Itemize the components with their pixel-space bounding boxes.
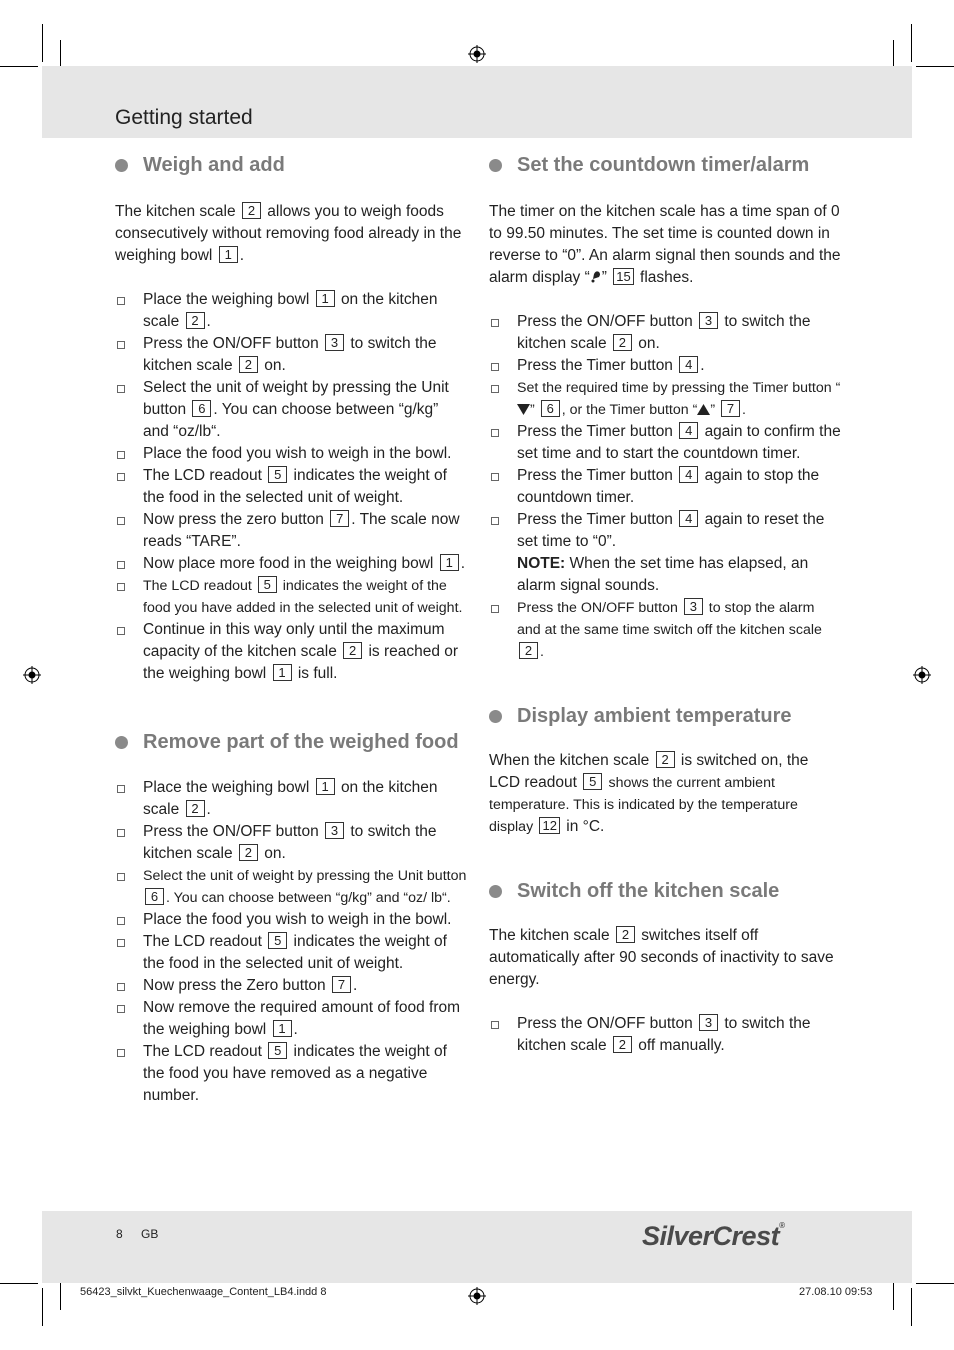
bullet-dot-icon bbox=[115, 159, 128, 172]
list-item: Now place more food in the weighing bowl 1 . bbox=[115, 553, 467, 575]
part-ref: 5 bbox=[258, 576, 277, 593]
part-ref: 2 bbox=[239, 356, 258, 373]
list-item: Press the ON/OFF button 3 to switch the kitchen scale 2 on. bbox=[489, 311, 841, 355]
countdown-intro: The timer on the kitchen scale has a time span of 0 to 99.50 minutes. The set time is counted down in reverse to “0”. An alarm signal then sounds and the alarm display “ ” 15 flashes. bbox=[489, 203, 841, 286]
ambient-paragraph: When the kitchen scale 2 is switched on, the LCD readout 5 shows the current ambient temperature. This is indicated by the temperature display 12 in °C. bbox=[489, 752, 809, 835]
crop-mark bbox=[60, 40, 61, 68]
list-item: Press the ON/OFF button 3 to stop the alarm and at the same time switch off the kitchen scale 2 . bbox=[489, 597, 841, 663]
triangle-up-icon bbox=[697, 404, 710, 415]
weigh-and-add-intro: The kitchen scale 2 allows you to weigh foods consecutively without removing food already in the weighing bowl 1 . bbox=[115, 203, 462, 264]
list-item: The LCD readout 5 indicates the weight of the food you have added in the selected unit of weight. bbox=[115, 575, 467, 619]
list-item: Place the food you wish to weigh in the bowl. bbox=[115, 443, 467, 465]
list-item: Select the unit of weight by pressing the Unit button 6 . You can choose between “g/kg” and “oz/lb“. bbox=[115, 377, 467, 443]
part-ref: 15 bbox=[613, 268, 633, 285]
crop-mark bbox=[911, 24, 912, 62]
part-ref: 1 bbox=[273, 664, 292, 681]
part-ref: 6 bbox=[145, 888, 164, 905]
crop-mark bbox=[911, 1288, 912, 1326]
part-ref: 1 bbox=[219, 246, 238, 263]
part-ref: 2 bbox=[519, 642, 538, 659]
crop-mark bbox=[0, 66, 38, 67]
list-item: Place the weighing bowl 1 on the kitchen scale 2 . bbox=[115, 289, 467, 333]
part-ref: 4 bbox=[679, 466, 698, 483]
registration-mark-icon bbox=[23, 666, 41, 684]
part-ref: 2 bbox=[616, 926, 635, 943]
section-heading-switch-off: Switch off the kitchen scale bbox=[489, 880, 841, 902]
part-ref: 6 bbox=[192, 400, 211, 417]
language-code: GB bbox=[141, 1227, 159, 1241]
part-ref: 2 bbox=[613, 334, 632, 351]
page-number: 8 bbox=[116, 1227, 123, 1241]
note-label: NOTE: bbox=[517, 555, 566, 572]
part-ref: 2 bbox=[613, 1036, 632, 1053]
list-item: Now remove the required amount of food from the weighing bowl 1 . bbox=[115, 997, 467, 1041]
part-ref: 2 bbox=[186, 312, 205, 329]
part-ref: 1 bbox=[316, 778, 335, 795]
remove-part-steps bbox=[115, 777, 467, 1107]
list-item: Place the weighing bowl 1 on the kitchen scale 2 . bbox=[115, 777, 467, 821]
alarm-bell-icon bbox=[590, 269, 602, 283]
list-item: The LCD readout 5 indicates the weight of the food in the selected unit of weight. bbox=[115, 931, 467, 975]
crop-mark bbox=[60, 1282, 61, 1310]
bullet-dot-icon bbox=[489, 159, 502, 172]
part-ref: 1 bbox=[273, 1020, 292, 1037]
part-ref: 5 bbox=[583, 773, 602, 790]
list-item: Place the food you wish to weigh in the bowl. bbox=[115, 909, 467, 931]
list-item: Press the ON/OFF button 3 to switch the kitchen scale 2 on. bbox=[115, 821, 467, 865]
registration-mark-icon bbox=[468, 1287, 486, 1305]
list-item: Press the Timer button 4 again to confirm the set time and to start the countdown timer. bbox=[489, 421, 841, 465]
slug-date: 27.08.10 09:53 bbox=[799, 1286, 873, 1298]
part-ref: 2 bbox=[186, 800, 205, 817]
part-ref: 4 bbox=[679, 356, 698, 373]
part-ref: 5 bbox=[268, 1042, 287, 1059]
part-ref: 7 bbox=[330, 510, 349, 527]
bullet-dot-icon bbox=[115, 736, 128, 749]
crop-mark bbox=[893, 1282, 894, 1310]
part-ref: 2 bbox=[242, 202, 261, 219]
crop-mark bbox=[42, 24, 43, 62]
registration-mark-icon bbox=[913, 666, 931, 684]
list-item: Press the ON/OFF button 3 to switch the kitchen scale 2 on. bbox=[115, 333, 467, 377]
crop-mark bbox=[42, 1288, 43, 1326]
page-title: Getting started bbox=[115, 106, 253, 129]
part-ref: 5 bbox=[268, 932, 287, 949]
crop-mark bbox=[916, 66, 954, 67]
part-ref: 4 bbox=[679, 422, 698, 439]
countdown-steps bbox=[489, 311, 841, 663]
part-ref: 3 bbox=[699, 312, 718, 329]
section-heading-remove-part: Remove part of the weighed food bbox=[115, 731, 467, 753]
section-heading-ambient: Display ambient temperature bbox=[489, 705, 841, 727]
bullet-dot-icon bbox=[489, 710, 502, 723]
list-item: Press the Timer button 4 . bbox=[489, 355, 841, 377]
crop-mark bbox=[0, 1283, 38, 1284]
list-item: Now press the Zero button 7 . bbox=[115, 975, 467, 997]
part-ref: 5 bbox=[268, 466, 287, 483]
list-item: Continue in this way only until the maximum capacity of the kitchen scale 2 is reached or the weighing bowl 1 is full. bbox=[115, 619, 467, 685]
list-item: Press the Timer button 4 again to stop the countdown timer. bbox=[489, 465, 841, 509]
bullet-dot-icon bbox=[489, 885, 502, 898]
list-item: Press the Timer button 4 again to reset the set time to “0”. NOTE: When the set time has elapsed, an alarm signal sounds. bbox=[489, 509, 841, 597]
part-ref: 12 bbox=[539, 817, 559, 834]
list-item: Select the unit of weight by pressing the Unit button 6 . You can choose between “g/kg” and “oz/ lb“. bbox=[115, 865, 467, 909]
crop-mark bbox=[893, 40, 894, 68]
part-ref: 3 bbox=[684, 598, 703, 615]
part-ref: 7 bbox=[332, 976, 351, 993]
list-item: Set the required time by pressing the Timer button “” 6 , or the Timer button “ ” 7 . bbox=[489, 377, 841, 421]
part-ref: 2 bbox=[343, 642, 362, 659]
list-item: Press the ON/OFF button 3 to switch the kitchen scale 2 off manually. bbox=[489, 1013, 841, 1057]
switch-off-paragraph: The kitchen scale 2 switches itself off automatically after 90 seconds of inactivity to save energy. bbox=[489, 927, 834, 988]
section-heading-weigh-and-add: Weigh and add bbox=[115, 154, 467, 176]
part-ref: 3 bbox=[325, 822, 344, 839]
list-item: The LCD readout 5 indicates the weight of the food in the selected unit of weight. bbox=[115, 465, 467, 509]
left-column bbox=[115, 154, 467, 1107]
list-item: The LCD readout 5 indicates the weight of the food you have removed as a negative number. bbox=[115, 1041, 467, 1107]
part-ref: 2 bbox=[239, 844, 258, 861]
part-ref: 4 bbox=[679, 510, 698, 527]
part-ref: 6 bbox=[541, 400, 560, 417]
list-item: Now press the zero button 7 . The scale now reads “TARE”. bbox=[115, 509, 467, 553]
section-heading-countdown: Set the countdown timer/alarm bbox=[489, 154, 841, 176]
triangle-down-icon bbox=[517, 404, 530, 415]
part-ref: 7 bbox=[721, 400, 740, 417]
registration-mark-icon bbox=[468, 45, 486, 63]
part-ref: 3 bbox=[699, 1014, 718, 1031]
weigh-and-add-steps bbox=[115, 289, 467, 685]
right-column bbox=[489, 154, 841, 1057]
part-ref: 3 bbox=[325, 334, 344, 351]
switch-off-steps bbox=[489, 1013, 841, 1057]
part-ref: 1 bbox=[316, 290, 335, 307]
crop-mark bbox=[916, 1283, 954, 1284]
registered-mark: ® bbox=[779, 1221, 785, 1230]
brand-logo: SilverCrest® bbox=[642, 1221, 785, 1251]
part-ref: 2 bbox=[656, 751, 675, 768]
part-ref: 1 bbox=[440, 554, 459, 571]
slug-filename: 56423_silvkt_Kuechenwaage_Content_LB4.indd 8 bbox=[80, 1286, 327, 1298]
